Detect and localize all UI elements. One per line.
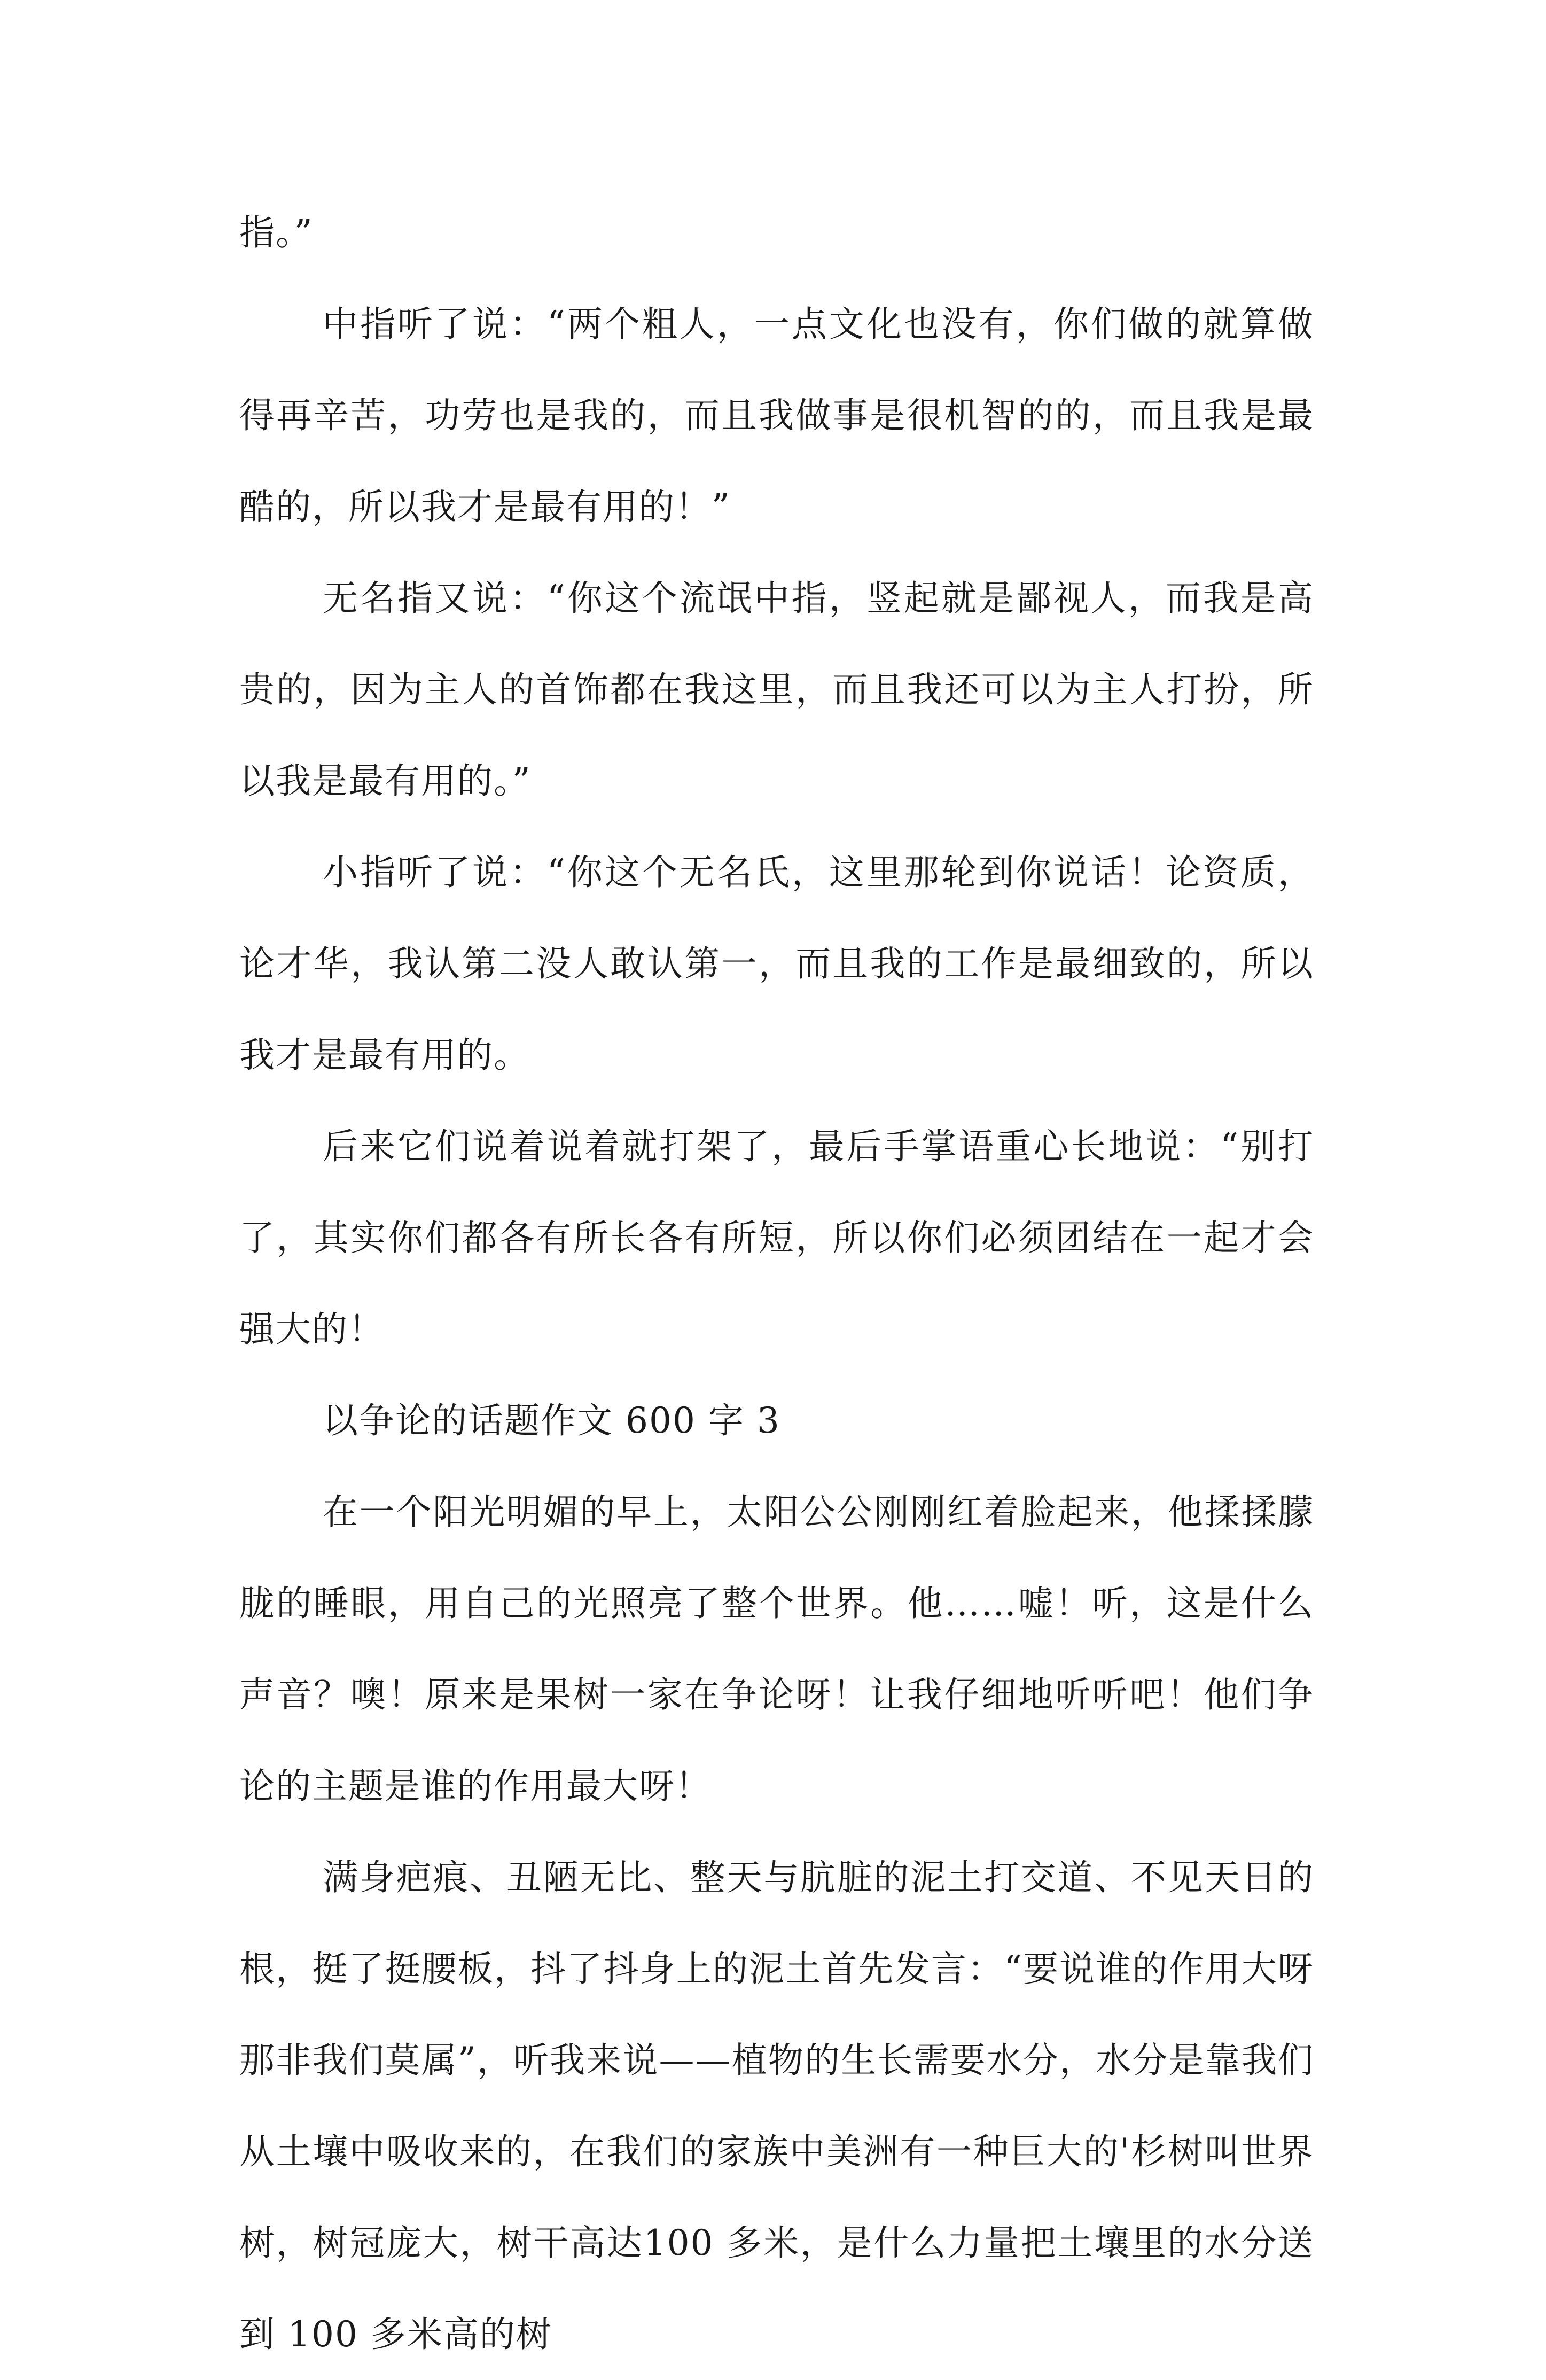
text-line: 而且我是最酷的，所以我才是最有用的！” [239,395,1315,527]
text-line: 细地听听吧！他们争论的主题是谁的作用最大呀！ [239,1674,1315,1807]
paragraph [239,187,1314,278]
text-line: 无名指又说：“你这个流氓中指，竖起就是鄙视人，而 [323,578,1203,619]
text-line: 后来它们说着说着就打架了，最后手掌语重心长地说： [323,1126,1221,1167]
document-body [239,187,1314,2380]
text-line: 中指听了说：“两个粗人，一点文化也没有，你们做的 [323,304,1203,345]
paragraph [239,1832,1314,2380]
text-line: 主人打扮，所以我是最有用的。” [239,669,1315,802]
text-line: 指。” [239,212,314,253]
paragraph [239,553,1314,827]
text-line: 小指听了说：“你这个无名氏，这里那轮到你说话！论 [323,852,1203,893]
text-line: 以争论的话题作文 600 字 3 [323,1400,780,1441]
text-line: “别打了，其实你们都各有所长各有所短，所以你们必须团 [239,1126,1314,1258]
paragraph [239,1101,1314,1375]
text-line: 揉揉朦胧的睡眼，用自己的光照亮了整个世界。他……嘘！ [239,1491,1315,1624]
text-line: 就算做得再辛苦，功劳也是我的，而且我做事是很机智的的， [239,304,1315,436]
text-line: 满身疤痕、丑陋无比、整天与肮脏的泥土打交道、不见 [323,1857,1205,1898]
text-line: 听，这是什么声音？噢！原来是果树一家在争论呀！让我仔 [239,1583,1315,1715]
text-line: 需要水分，水分是靠我们从土壤中吸收来的，在我们的家族 [239,2040,1315,2172]
paragraph [239,1375,1314,1466]
paragraph [239,827,1314,1101]
text-line: 中美洲有一种巨大的'杉树叫世界树，树冠庞大，树干高达 [239,2131,1314,2264]
text-line: 说谁的作用大呀那非我们莫属”，听我来说——植物的生长 [239,1948,1315,2081]
paragraph [239,278,1314,553]
text-line: 我是高贵的，因为主人的首饰都在我这里，而且我还可以为 [239,578,1315,710]
text-line: 100 多米，是什么力量把土壤里的水分送到 100 多米高的树 [239,2222,1315,2355]
text-line: 天日的根，挺了挺腰板，抖了抖身上的泥土首先发言：“要 [239,1857,1315,1989]
paragraph [239,1466,1314,1832]
text-line: 在一个阳光明媚的早上，太阳公公刚刚红着脸起来，他 [323,1491,1205,1533]
text-line: 细致的，所以我才是最有用的。 [239,943,1315,1076]
text-line: 资质，论才华，我认第二没人敢认第一，而且我的工作是最 [239,852,1315,984]
text-line: 结在一起才会强大的！ [239,1217,1315,1350]
